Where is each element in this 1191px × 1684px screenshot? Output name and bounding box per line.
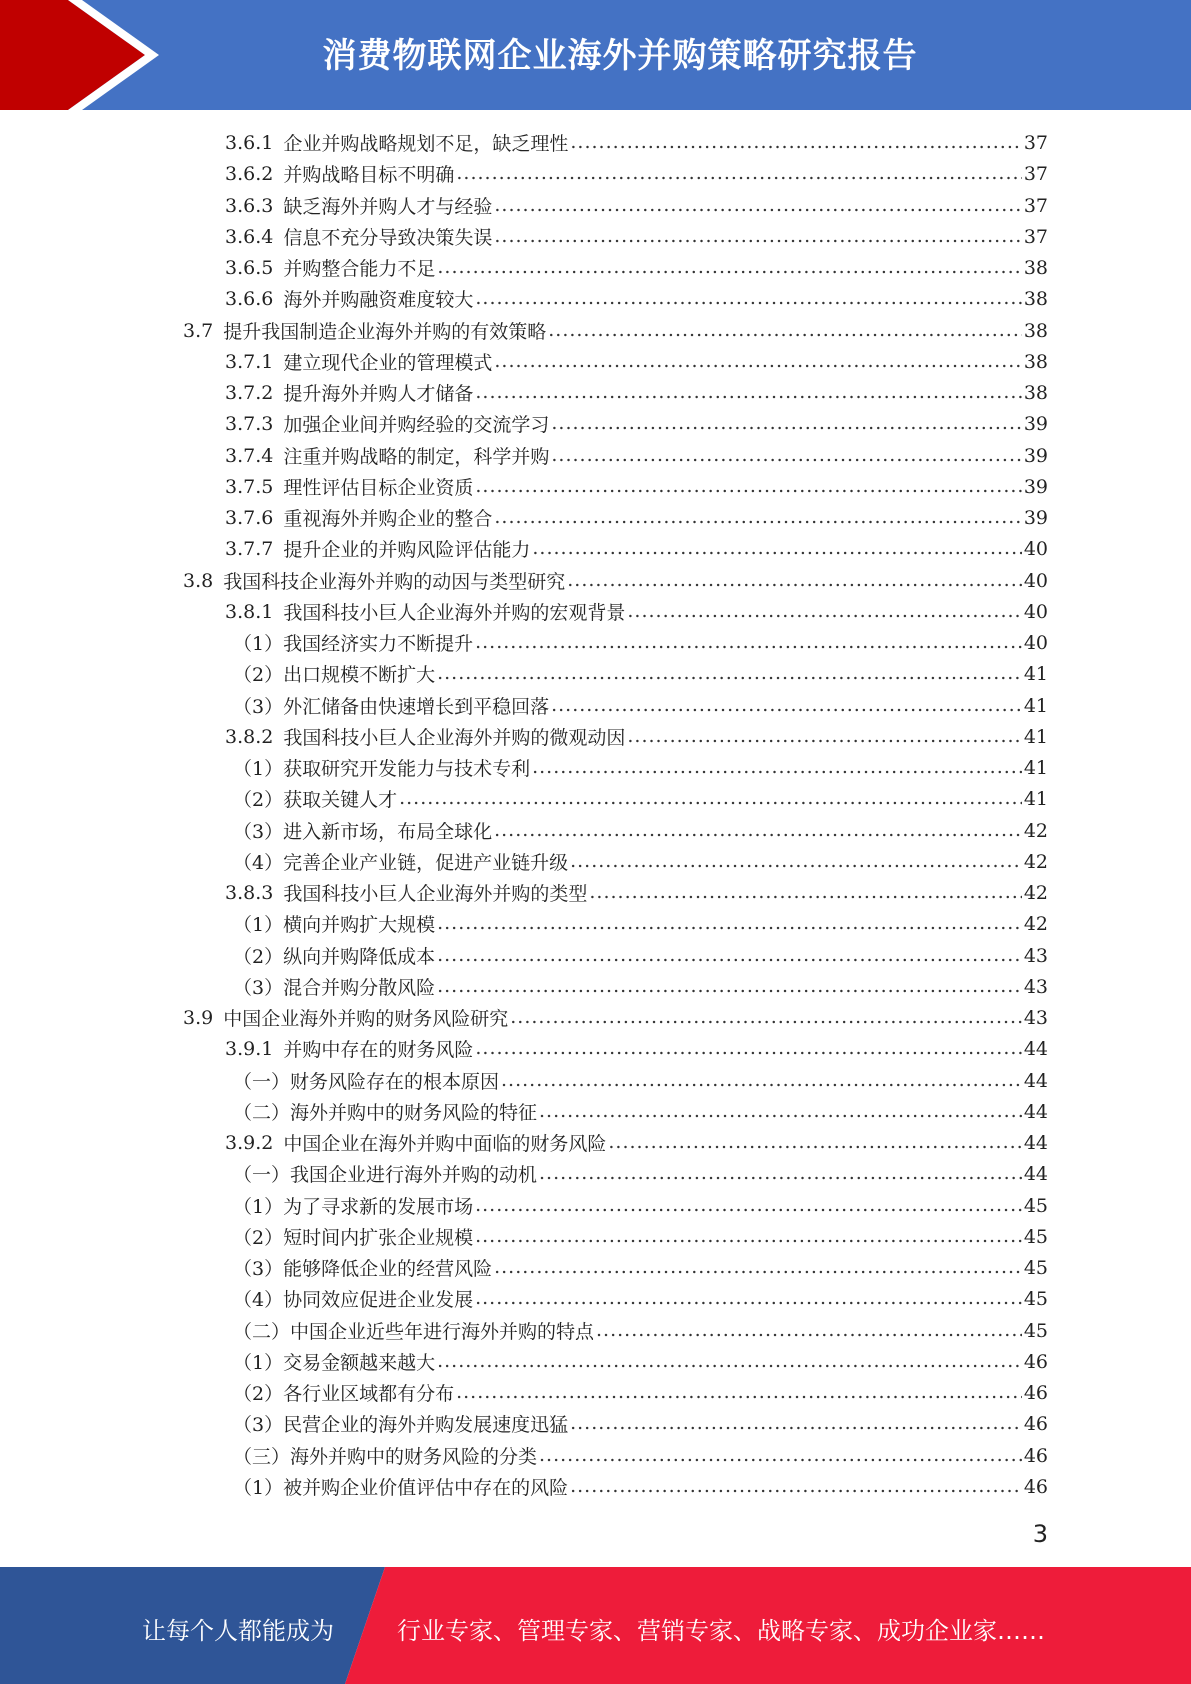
- toc-entry[interactable]: [233, 815, 1048, 846]
- toc-entry-page: 39: [1023, 412, 1048, 435]
- toc-entry-page: 43: [1023, 1006, 1048, 1029]
- toc-entry-page: 38: [1023, 319, 1048, 342]
- toc-entry[interactable]: [183, 1002, 1048, 1033]
- toc-dot-leader: [551, 414, 1021, 433]
- toc-entry-page: 44: [1023, 1131, 1048, 1154]
- toc-entry-page: 38: [1023, 287, 1048, 310]
- toc-entry-number: 3.7.5: [225, 475, 274, 498]
- toc-entry-page: 44: [1023, 1100, 1048, 1123]
- toc-entry[interactable]: [183, 565, 1048, 596]
- toc-entry-title: 我国科技小巨人企业海外并购的微观动因: [283, 727, 626, 749]
- toc-entry-title: 理性评估目标企业资质: [283, 477, 474, 499]
- toc-entry[interactable]: [225, 533, 1048, 564]
- toc-entry[interactable]: [233, 1190, 1048, 1221]
- toc-entry[interactable]: [183, 315, 1048, 346]
- toc-entry[interactable]: [225, 283, 1048, 314]
- toc-entry[interactable]: [233, 1377, 1048, 1408]
- toc-entry[interactable]: [225, 596, 1048, 627]
- toc-entry-title: （1）我国经济实力不断提升: [233, 633, 474, 655]
- toc-entry-title: （3）外汇储备由快速增长到平稳回落: [233, 696, 550, 718]
- toc-dot-leader: [494, 227, 1021, 246]
- toc-entry-page: 37: [1023, 194, 1048, 217]
- toc-entry-page: 38: [1023, 350, 1048, 373]
- toc-entry-title: 中国企业海外并购的财务风险研究: [223, 1008, 509, 1030]
- toc-entry-number: 3.9: [183, 1006, 214, 1029]
- toc-entry[interactable]: [225, 721, 1048, 752]
- toc-dot-leader: [437, 258, 1021, 277]
- toc-entry-page: 45: [1023, 1287, 1048, 1310]
- toc-entry-page: 37: [1023, 162, 1048, 185]
- toc-dot-leader: [532, 758, 1022, 777]
- toc-entry-title: 信息不充分导致决策失误: [283, 227, 493, 249]
- toc-dot-leader: [494, 1258, 1022, 1277]
- toc-entry[interactable]: [225, 1033, 1048, 1064]
- toc-entry-number: 3.7.6: [225, 506, 274, 529]
- toc-dot-leader: [456, 1383, 1022, 1402]
- toc-entry-title: （三）海外并购中的财务风险的分类: [233, 1446, 538, 1468]
- toc-entry[interactable]: [233, 1315, 1048, 1346]
- footer-slogan-right: 行业专家、管理专家、营销专家、战略专家、成功企业家……: [397, 1617, 1045, 1645]
- toc-dot-leader: [539, 1102, 1022, 1121]
- toc-entry[interactable]: [233, 940, 1048, 971]
- toc-entry-page: 41: [1023, 787, 1048, 810]
- toc-entry-number: 3.7.3: [225, 412, 274, 435]
- toc-dot-leader: [437, 946, 1022, 965]
- toc-entry-number: 3.6.5: [225, 256, 274, 279]
- toc-dot-leader: [437, 664, 1022, 683]
- toc-entry[interactable]: [225, 158, 1048, 189]
- toc-entry-title: （3）进入新市场，布局全球化: [233, 821, 493, 843]
- toc-dot-leader: [570, 133, 1021, 152]
- toc-dot-leader: [475, 289, 1021, 308]
- toc-entry-title: （2）纵向并购降低成本: [233, 946, 436, 968]
- toc-entry-page: 41: [1023, 694, 1048, 717]
- toc-entry[interactable]: [233, 1440, 1048, 1471]
- toc-entry-page: 46: [1023, 1350, 1048, 1373]
- toc-entry-title: （二）中国企业近些年进行海外并购的特点: [233, 1321, 595, 1343]
- toc-entry-page: 45: [1023, 1319, 1048, 1342]
- toc-entry[interactable]: [233, 627, 1048, 658]
- toc-dot-leader: [456, 164, 1021, 183]
- toc-dot-leader: [475, 477, 1021, 496]
- toc-dot-leader: [437, 914, 1022, 933]
- toc-entry-number: 3.7.4: [225, 444, 274, 467]
- toc-entry-title: （1）被并购企业价值评估中存在的风险: [233, 1477, 569, 1499]
- toc-dot-leader: [570, 1414, 1022, 1433]
- toc-entry-title: 建立现代企业的管理模式: [283, 352, 493, 374]
- toc-entry-number: 3.6.6: [225, 287, 274, 310]
- toc-entry-page: 45: [1023, 1225, 1048, 1248]
- toc-entry-title: 中国企业在海外并购中面临的财务风险: [283, 1133, 607, 1155]
- toc-entry-page: 39: [1023, 506, 1048, 529]
- toc-entry[interactable]: [225, 221, 1048, 252]
- toc-entry-number: 3.9.2: [225, 1131, 274, 1154]
- toc-dot-leader: [608, 1133, 1021, 1152]
- toc-dot-leader: [399, 789, 1022, 808]
- toc-entry[interactable]: [225, 408, 1048, 439]
- toc-entry-number: 3.7.1: [225, 350, 274, 373]
- toc-entry-title: （4）协同效应促进企业发展: [233, 1289, 474, 1311]
- toc-entry[interactable]: [233, 971, 1048, 1002]
- page-number: 3: [1032, 1520, 1048, 1548]
- toc-entry-page: 38: [1023, 256, 1048, 279]
- toc-dot-leader: [539, 1164, 1022, 1183]
- toc-entry-number: 3.7.7: [225, 537, 274, 560]
- toc-dot-leader: [475, 383, 1021, 402]
- toc-entry-title: （3）混合并购分散风险: [233, 977, 436, 999]
- toc-entry-number: 3.7.2: [225, 381, 274, 404]
- toc-entry-title: 缺乏海外并购人才与经验: [283, 196, 493, 218]
- toc-entry-title: （4）完善企业产业链，促进产业链升级: [233, 852, 569, 874]
- toc-entry-title: 重视海外并购企业的整合: [283, 508, 493, 530]
- toc-entry-title: 我国科技小巨人企业海外并购的类型: [283, 883, 588, 905]
- toc-entry[interactable]: [225, 440, 1048, 471]
- toc-dot-leader: [551, 446, 1021, 465]
- toc-entry[interactable]: [233, 1471, 1048, 1502]
- toc-entry-title: （1）横向并购扩大规模: [233, 914, 436, 936]
- toc-entry-number: 3.8: [183, 569, 214, 592]
- toc-entry[interactable]: [225, 502, 1048, 533]
- toc-entry-page: 40: [1023, 537, 1048, 560]
- toc-dot-leader: [437, 977, 1022, 996]
- toc-entry-page: 37: [1023, 131, 1048, 154]
- toc-entry-page: 40: [1023, 600, 1048, 623]
- toc-entry-page: 38: [1023, 381, 1048, 404]
- toc-entry-title: 加强企业间并购经验的交流学习: [283, 414, 550, 436]
- toc-entry-page: 39: [1023, 475, 1048, 498]
- toc-entry[interactable]: [233, 1096, 1048, 1127]
- toc-entry-page: 44: [1023, 1037, 1048, 1060]
- toc-dot-leader: [532, 539, 1021, 558]
- toc-entry[interactable]: [233, 1158, 1048, 1189]
- toc-entry-page: 41: [1023, 725, 1048, 748]
- toc-dot-leader: [548, 321, 1022, 340]
- toc-entry[interactable]: [233, 1252, 1048, 1283]
- toc-entry-title: 海外并购融资难度较大: [283, 289, 474, 311]
- toc-dot-leader: [475, 633, 1022, 652]
- toc-entry-title: （二）海外并购中的财务风险的特征: [233, 1102, 538, 1124]
- toc-entry-page: 42: [1023, 912, 1048, 935]
- toc-entry-number: 3.6.3: [225, 194, 274, 217]
- toc-entry-page: 41: [1023, 756, 1048, 779]
- toc-entry-number: 3.8.3: [225, 881, 274, 904]
- toc-entry-title: 提升企业的并购风险评估能力: [283, 539, 531, 561]
- toc-entry-title: （1）获取研究开发能力与技术专利: [233, 758, 531, 780]
- toc-entry[interactable]: [233, 1221, 1048, 1252]
- toc-entry-title: （2）短时间内扩张企业规模: [233, 1227, 474, 1249]
- toc-entry-page: 46: [1023, 1412, 1048, 1435]
- toc-entry-title: （3）民营企业的海外并购发展速度迅猛: [233, 1414, 569, 1436]
- toc-entry-title: 并购中存在的财务风险: [283, 1039, 474, 1061]
- toc-entry[interactable]: [225, 1127, 1048, 1158]
- toc-dot-leader: [501, 1071, 1022, 1090]
- toc-entry-page: 40: [1023, 569, 1048, 592]
- toc-dot-leader: [494, 821, 1022, 840]
- toc-dot-leader: [475, 1039, 1021, 1058]
- toc-entry-page: 40: [1023, 631, 1048, 654]
- toc-entry[interactable]: [233, 1408, 1048, 1439]
- toc-entry-title: （3）能够降低企业的经营风险: [233, 1258, 493, 1280]
- toc-entry-title: 注重并购战略的制定，科学并购: [283, 446, 550, 468]
- toc-entry-page: 44: [1023, 1069, 1048, 1092]
- toc-entry-number: 3.9.1: [225, 1037, 274, 1060]
- toc-dot-leader: [437, 1352, 1022, 1371]
- toc-dot-leader: [475, 1289, 1022, 1308]
- toc-entry[interactable]: [233, 783, 1048, 814]
- toc-entry-title: 提升海外并购人才储备: [283, 383, 474, 405]
- toc-dot-leader: [551, 696, 1022, 715]
- toc-entry-title: 并购战略目标不明确: [283, 164, 455, 186]
- toc-dot-leader: [627, 602, 1021, 621]
- toc-entry-page: 46: [1023, 1475, 1048, 1498]
- toc-entry-page: 45: [1023, 1256, 1048, 1279]
- toc-entry-title: 提升我国制造企业海外并购的有效策略: [223, 321, 547, 343]
- toc-entry-title: 并购整合能力不足: [283, 258, 436, 280]
- toc-entry-number: 3.7: [183, 319, 214, 342]
- toc-entry-page: 37: [1023, 225, 1048, 248]
- toc-entry[interactable]: [225, 471, 1048, 502]
- toc-entry-page: 45: [1023, 1194, 1048, 1217]
- toc-entry-page: 43: [1023, 944, 1048, 967]
- toc-entry-page: 42: [1023, 881, 1048, 904]
- toc-entry-page: 42: [1023, 850, 1048, 873]
- toc-dot-leader: [567, 571, 1022, 590]
- footer-slogan-left: 让每个人都能成为: [142, 1617, 334, 1645]
- toc-entry-number: 3.8.2: [225, 725, 274, 748]
- toc-dot-leader: [494, 508, 1021, 527]
- toc-dot-leader: [475, 1227, 1022, 1246]
- toc-entry[interactable]: [225, 127, 1048, 158]
- toc-entry-page: 44: [1023, 1162, 1048, 1185]
- toc-entry-title: （1）为了寻求新的发展市场: [233, 1196, 474, 1218]
- toc-entry-title: （一）我国企业进行海外并购的动机: [233, 1164, 538, 1186]
- toc-entry-page: 39: [1023, 444, 1048, 467]
- toc-entry[interactable]: [233, 690, 1048, 721]
- toc-dot-leader: [570, 1477, 1022, 1496]
- toc-entry-number: 3.6.1: [225, 131, 274, 154]
- toc-entry-number: 3.8.1: [225, 600, 274, 623]
- toc-dot-leader: [539, 1446, 1022, 1465]
- toc-entry[interactable]: [233, 846, 1048, 877]
- toc-entry[interactable]: [225, 877, 1048, 908]
- toc-dot-leader: [494, 352, 1021, 371]
- toc-dot-leader: [494, 196, 1021, 215]
- toc-entry[interactable]: [233, 1283, 1048, 1314]
- toc-entry-title: （一）财务风险存在的根本原因: [233, 1071, 500, 1093]
- toc-entry[interactable]: [233, 658, 1048, 689]
- toc-dot-leader: [475, 1196, 1022, 1215]
- toc-dot-leader: [627, 727, 1021, 746]
- toc-entry-title: （2）出口规模不断扩大: [233, 664, 436, 686]
- toc-dot-leader: [570, 852, 1022, 871]
- toc-entry-title: 我国科技小巨人企业海外并购的宏观背景: [283, 602, 626, 624]
- toc-entry-title: （1）交易金额越来越大: [233, 1352, 436, 1374]
- toc-entry-title: 企业并购战略规划不足，缺乏理性: [283, 133, 569, 155]
- page-footer: [0, 1567, 1191, 1684]
- page-header: [0, 0, 1191, 110]
- toc-entry-title: （2）获取关键人才: [233, 789, 398, 811]
- toc-entry[interactable]: [225, 252, 1048, 283]
- toc-dot-leader: [596, 1321, 1022, 1340]
- toc-entry-page: 42: [1023, 819, 1048, 842]
- toc-entry[interactable]: [233, 908, 1048, 939]
- toc-entry-title: （2）各行业区域都有分布: [233, 1383, 455, 1405]
- toc-entry[interactable]: [225, 346, 1048, 377]
- toc-entry-page: 41: [1023, 662, 1048, 685]
- toc-entry[interactable]: [225, 377, 1048, 408]
- toc-dot-leader: [589, 883, 1021, 902]
- toc-entry-number: 3.6.2: [225, 162, 274, 185]
- toc-entry[interactable]: [233, 752, 1048, 783]
- page-title: 消费物联网企业海外并购策略研究报告: [322, 36, 918, 76]
- toc-entry-page: 46: [1023, 1381, 1048, 1404]
- toc-entry-page: 46: [1023, 1444, 1048, 1467]
- toc-entry[interactable]: [225, 190, 1048, 221]
- toc-entry[interactable]: [233, 1065, 1048, 1096]
- toc-dot-leader: [510, 1008, 1022, 1027]
- toc-entry-number: 3.6.4: [225, 225, 274, 248]
- toc-entry-title: 我国科技企业海外并购的动因与类型研究: [223, 571, 566, 593]
- toc-entry-page: 43: [1023, 975, 1048, 998]
- toc-entry[interactable]: [233, 1346, 1048, 1377]
